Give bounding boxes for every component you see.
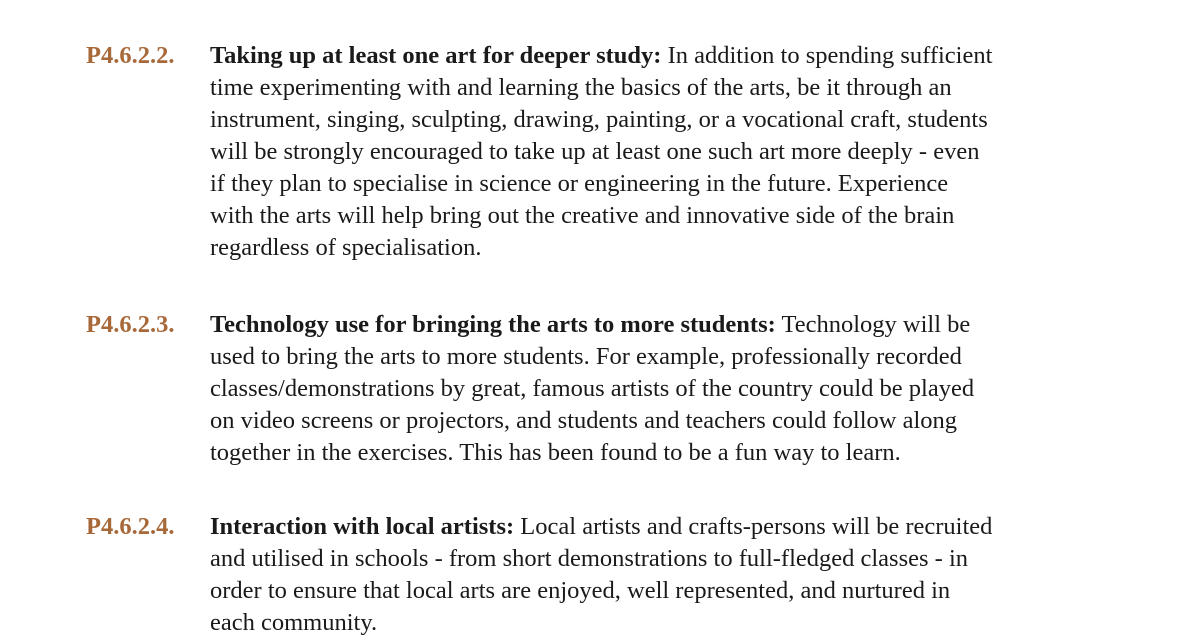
paragraph-line — [210, 511, 1060, 543]
paragraph-line: each community. — [210, 609, 378, 636]
paragraph-line: together in the exercises. This has been found to be a fun way to learn. — [210, 439, 901, 466]
section-body — [210, 40, 1060, 264]
paragraph-line — [210, 309, 1060, 341]
paragraph-line: and utilised in schools - from short demonstrations to full-fledged classes - in — [210, 545, 969, 572]
paragraph-line: order to ensure that local arts are enjoyed, well represented, and nurtured in — [210, 577, 951, 604]
section-body — [210, 511, 1060, 639]
paragraph-text: In addition to spending sufficient — [661, 42, 993, 69]
section-heading: Technology use for bringing the arts to more students: — [210, 311, 776, 338]
section-heading: Interaction with local artists: — [210, 513, 515, 540]
paragraph-line: instrument, singing, sculpting, drawing, painting, or a vocational craft, students — [210, 106, 988, 133]
paragraph-line: time experimenting with and learning the basics of the arts, be it through an — [210, 74, 952, 101]
paragraph-text: Local artists and crafts-persons will be recruited — [514, 513, 993, 540]
paragraph-line: with the arts will help bring out the creative and innovative side of the brain — [210, 202, 955, 229]
paragraph-line: if they plan to specialise in science or engineering in the future. Experience — [210, 170, 949, 197]
paragraph-line: regardless of specialisation. — [210, 234, 482, 261]
section-number: P4.6.2.3. — [86, 311, 175, 338]
paragraph-line — [210, 40, 1060, 72]
section-heading: Taking up at least one art for deeper study: — [210, 42, 662, 69]
section-number: P4.6.2.4. — [86, 513, 175, 540]
paragraph-line: on video screens or projectors, and students and teachers could follow along — [210, 407, 958, 434]
paragraph-line: used to bring the arts to more students. For example, professionally recorded — [210, 343, 962, 370]
section-number: P4.6.2.2. — [86, 42, 175, 69]
paragraph-line: will be strongly encouraged to take up at least one such art more deeply - even — [210, 138, 980, 165]
paragraph-text: Technology will be — [775, 311, 971, 338]
paragraph-line: classes/demonstrations by great, famous artists of the country could be played — [210, 375, 975, 402]
section-body — [210, 309, 1060, 469]
